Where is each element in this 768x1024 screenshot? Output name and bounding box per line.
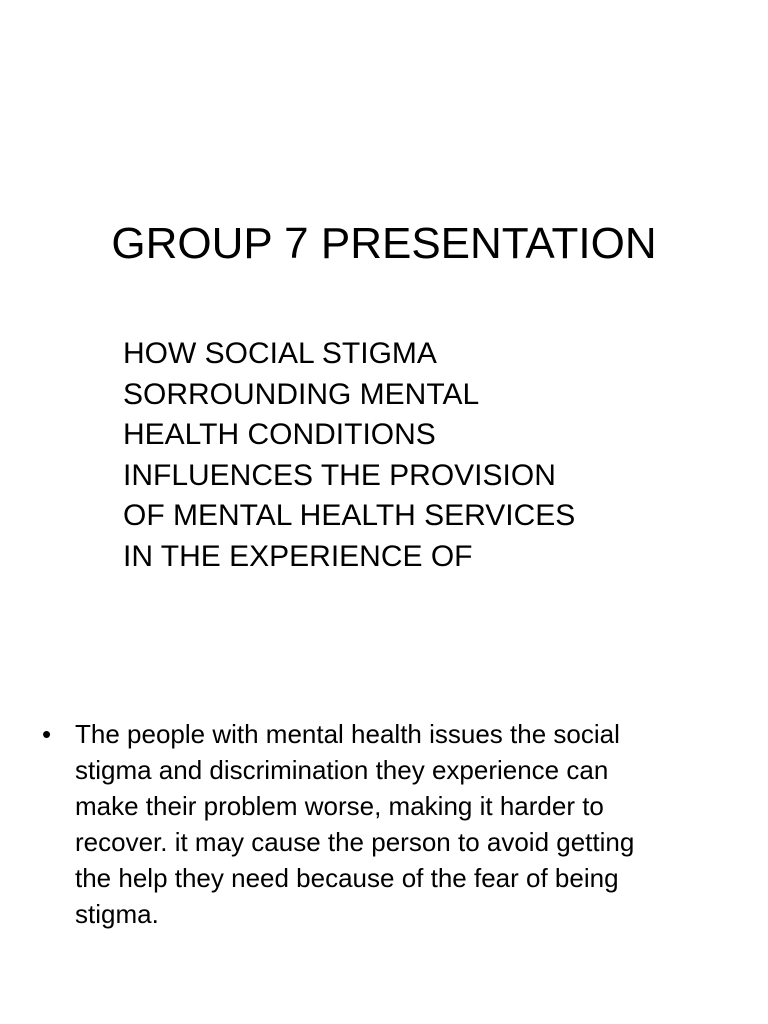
bullet-item xyxy=(0,716,735,932)
bullet-text-line: The people with mental health issues the social xyxy=(75,719,620,749)
slide-subtitle xyxy=(123,334,663,578)
subtitle-line: HOW SOCIAL STIGMA xyxy=(123,337,437,370)
bullet-text-line: stigma. xyxy=(75,899,159,929)
slide-title: GROUP 7 PRESENTATION xyxy=(111,219,657,268)
bullet-list xyxy=(0,716,768,932)
bullet-text-line: the help they need because of the fear of being xyxy=(75,863,619,893)
bullet-text-line: stigma and discrimination they experience can xyxy=(75,755,609,785)
bullet-text-line: recover. it may cause the person to avoid getting xyxy=(75,827,635,857)
bullet-text-line: make their problem worse, making it harder to xyxy=(75,791,604,821)
subtitle-line: IN THE EXPERIENCE OF xyxy=(123,539,473,573)
subtitle-line: SORROUNDING MENTAL xyxy=(123,377,480,411)
bullet-marker-icon: • xyxy=(42,719,52,749)
subtitle-line: OF MENTAL HEALTH SERVICES xyxy=(123,499,576,533)
bullet-text xyxy=(75,716,735,932)
subtitle-line: INFLUENCES THE PROVISION xyxy=(123,458,556,492)
subtitle-line: HEALTH CONDITIONS xyxy=(123,418,436,452)
